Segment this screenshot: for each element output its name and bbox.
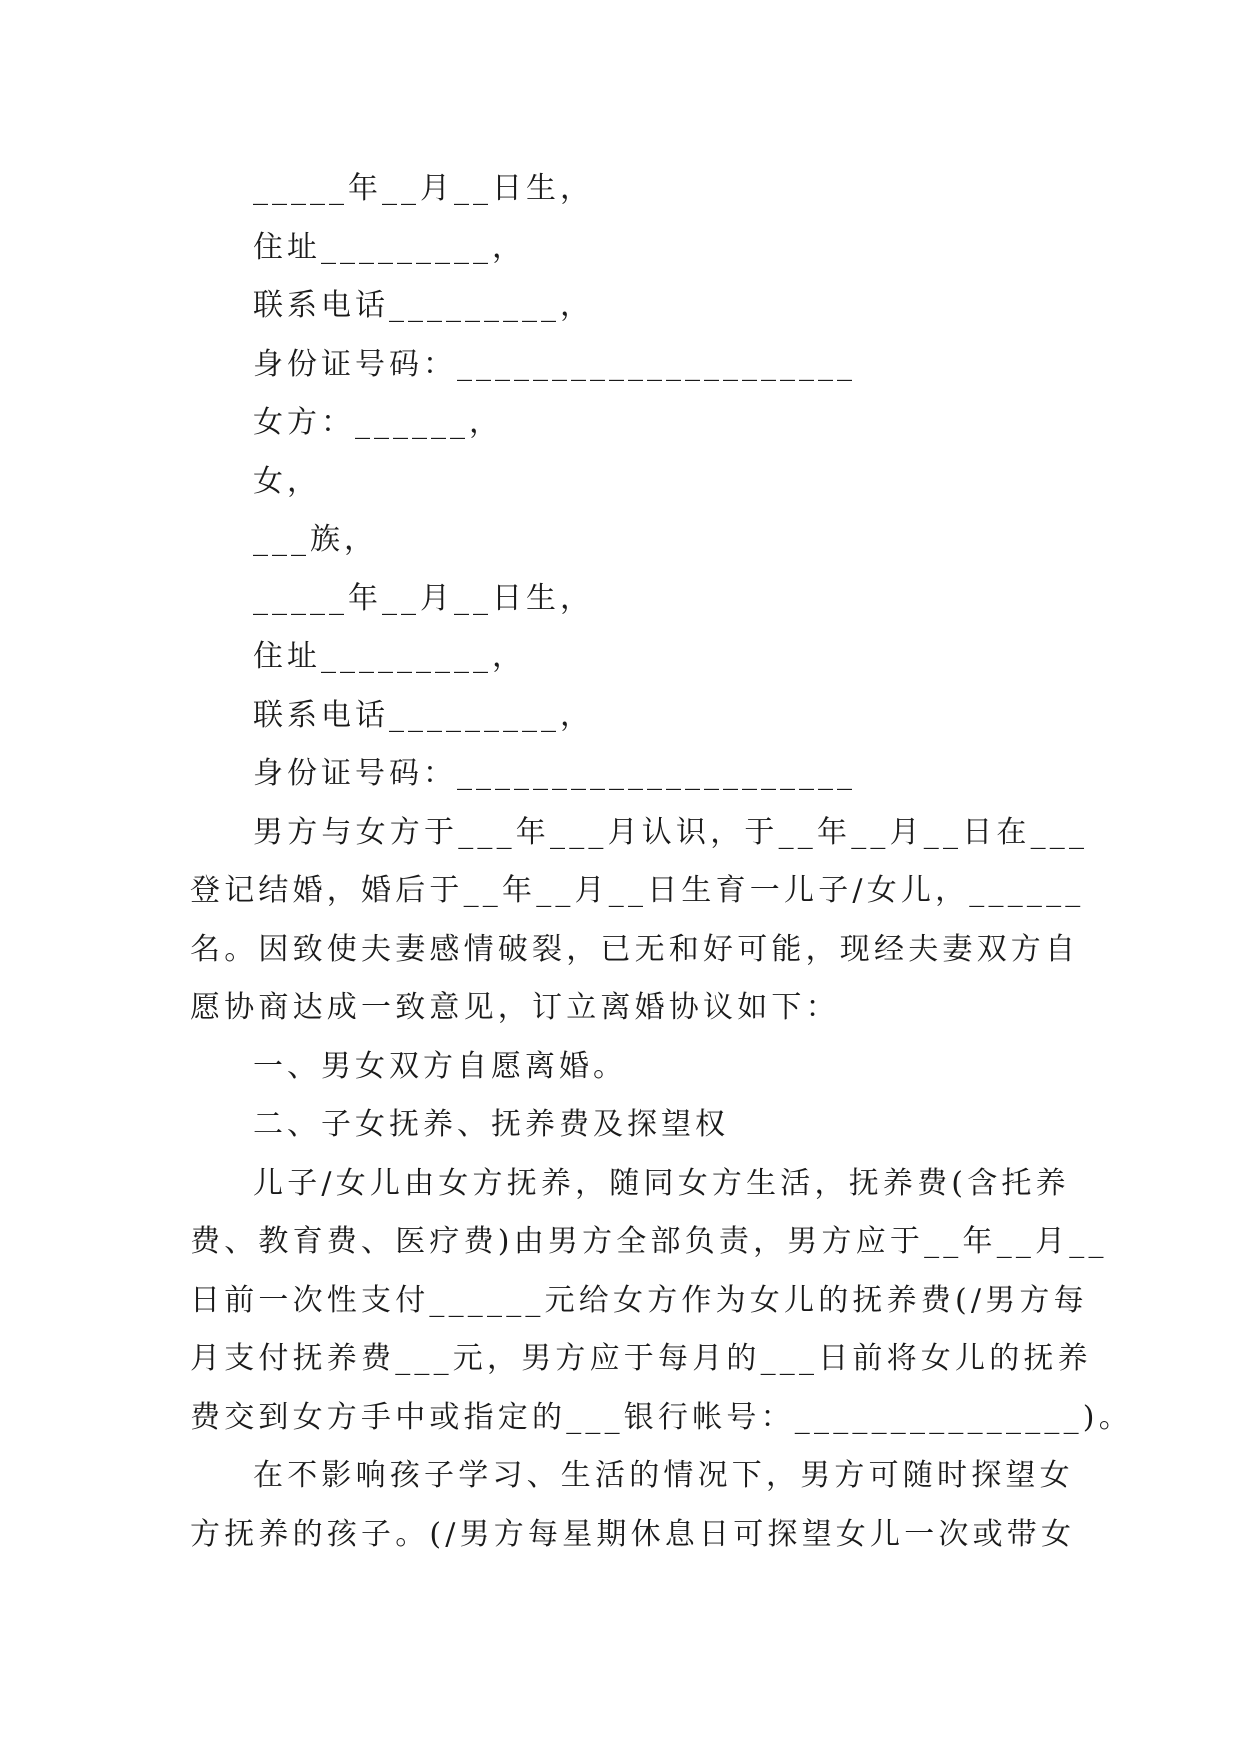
paragraph-line: 名。因致使夫妻感情破裂，已无和好可能，现经夫妻双方自: [190, 931, 1080, 967]
birth-date-line: _____年__月__日生，: [253, 171, 594, 206]
address-line: 住址_________，: [253, 229, 526, 265]
clause-2-title: 二、子女抚养、抚养费及探望权: [253, 1107, 729, 1142]
paragraph-line: 男方与女方于___年___月认识，于__年__月__日在___: [253, 814, 1089, 850]
document-page: [190, 160, 1133, 1564]
intro-paragraph: [190, 804, 1089, 1038]
custody-paragraph: [190, 1155, 1133, 1448]
paragraph-line: 月支付抚养费___元，男方应于每月的___日前将女儿的抚养: [190, 1341, 1092, 1376]
paragraph-line: 方抚养的孩子。(/男方每星期休息日可探望女儿一次或带女: [190, 1516, 1076, 1552]
paragraph-line: 在不影响孩子学习、生活的情况下，男方可随时探望女: [253, 1458, 1074, 1493]
female-birth-date-line: _____年__月__日生，: [253, 580, 594, 616]
paragraph-line: 费、教育费、医疗费)由男方全部负责，男方应于__年__月__: [190, 1224, 1108, 1259]
gender-line: 女，: [253, 463, 321, 499]
paragraph-line: 日前一次性支付______元给女方作为女儿的抚养费(/男方每: [190, 1282, 1088, 1318]
paragraph-line: 愿协商达成一致意见，订立离婚协议如下：: [190, 990, 840, 1025]
paragraph-line: 登记结婚，婚后于__年__月__日生育一儿子/女儿，______: [190, 873, 1085, 908]
phone-line: 联系电话_________，: [253, 288, 594, 323]
female-phone-line: 联系电话_________，: [253, 697, 594, 733]
visitation-paragraph: [190, 1447, 1076, 1564]
paragraph-line: 儿子/女儿由女方抚养，随同女方生活，抚养费(含托养: [253, 1165, 1070, 1201]
ethnicity-line: ___族，: [253, 522, 378, 557]
paragraph-line: 费交到女方手中或指定的___银行帐号：_______________)。: [190, 1399, 1133, 1435]
female-address-line: 住址_________，: [253, 639, 526, 674]
clause-1: 一、男女双方自愿离婚。: [253, 1048, 627, 1084]
female-party-line: 女方：______，: [253, 405, 503, 440]
female-id-number-line: 身份证号码：_____________________: [253, 756, 856, 791]
id-number-line: 身份证号码：_____________________: [253, 346, 856, 382]
